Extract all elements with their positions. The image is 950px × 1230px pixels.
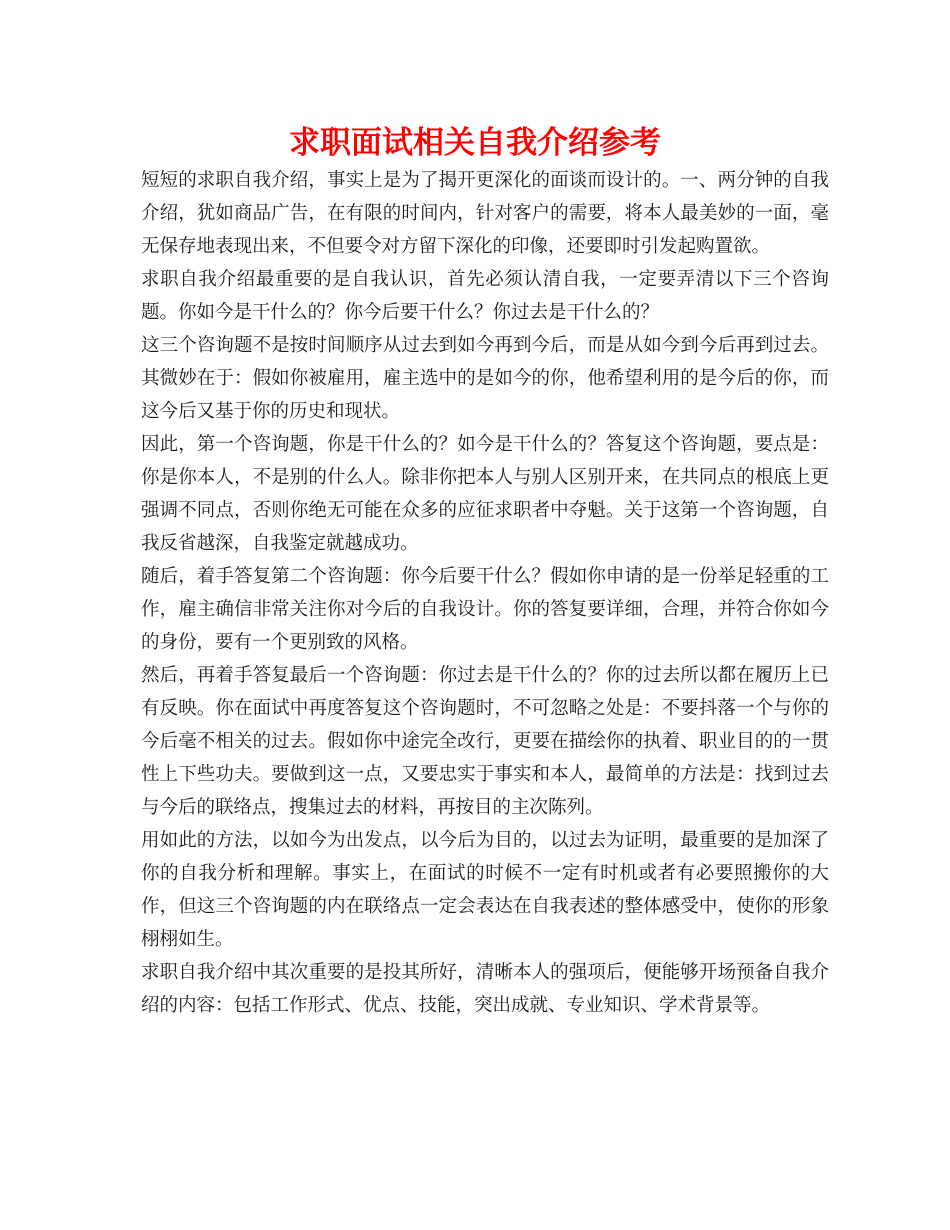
document-title: 求职面试相关自我介绍参考 xyxy=(289,125,661,161)
paragraph: 因此，第一个咨询题，你是干什么的？如今是干什么的？答复这个咨询题，要点是：你是你本人，不是别的什么人。除非你把本人与别人区别开来，在共同点的根底上更强调不同点，否则你绝无可能在众多的应征求职者中夺魁。关于这第一个咨询题，自我反省越深，自我鉴定就越成功。 xyxy=(141,434,829,554)
paragraph: 求职自我介绍中其次重要的是投其所好，清晰本人的强项后，便能够开场预备自我介绍的内容：包括工作形式、优点、技能，突出成就、专业知识、学术背景等。 xyxy=(141,962,829,1016)
paragraph: 这三个咨询题不是按时间顺序从过去到如今再到今后，而是从如今到今后再到过去。其微妙在于：假如你被雇用，雇主选中的是如今的你，他希望利用的是今后的你，而这今后又基于你的历史和现状。 xyxy=(141,335,829,422)
paragraph: 用如此的方法，以如今为出发点，以今后为目的，以过去为证明，最重要的是加深了你的自我分析和理解。事实上，在面试的时候不一定有时机或者有必要照搬你的大作，但这三个咨询题的内在联络点一定会表达在自我表述的整体感受中，使你的形象栩栩如生。 xyxy=(141,830,829,950)
document-body xyxy=(141,164,829,1022)
paragraph: 随后，着手答复第二个咨询题：你今后要干什么？假如你申请的是一份举足轻重的工作，雇主确信非常关注你对今后的自我设计。你的答复要详细，合理，并符合你如今的身份，要有一个更别致的风格。 xyxy=(141,566,829,653)
paragraph: 短短的求职自我介绍，事实上是为了揭开更深化的面谈而设计的。一、两分钟的自我介绍，犹如商品广告，在有限的时间内，针对客户的需要，将本人最美妙的一面，毫无保存地表现出来，不但要令对方留下深化的印像，还要即时引发起购置欲。 xyxy=(141,170,829,257)
paragraph: 然后，再着手答复最后一个咨询题：你过去是干什么的？你的过去所以都在履历上已有反映。你在面试中再度答复这个咨询题时，不可忽略之处是：不要抖落一个与你的今后毫不相关的过去。假如你中途完全改行，更要在描绘你的执着、职业目的的一贯性上下些功夫。要做到这一点，又要忠实于事实和本人，最简单的方法是：找到过去与今后的联络点，搜集过去的材料，再按目的主次陈列。 xyxy=(141,665,829,818)
paragraph: 求职自我介绍最重要的是自我认识，首先必须认清自我，一定要弄清以下三个咨询题。你如今是干什么的？你今后要干什么？你过去是干什么的？ xyxy=(141,269,829,323)
